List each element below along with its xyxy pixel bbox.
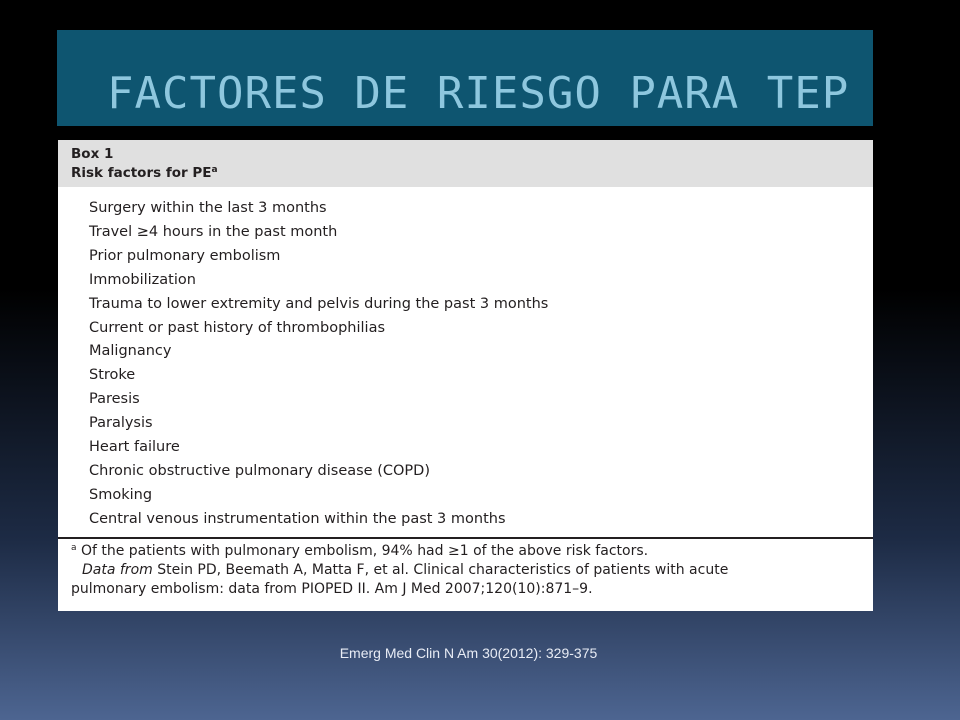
list-item: Surgery within the last 3 months: [89, 200, 327, 216]
title-bar: [57, 30, 873, 126]
footnote-source: [71, 561, 873, 580]
box-heading: Risk factors for $PE^a$: [71, 165, 218, 181]
box-label: Box 1: [71, 146, 114, 162]
list-item: Travel ≥4 hours in the past month: [89, 223, 338, 240]
list-item: Trauma to lower extremity and pelvis during the past 3 months: [89, 295, 549, 312]
list-item: Malignancy: [89, 343, 172, 360]
list-item: Paralysis: [89, 415, 153, 432]
box-header: [58, 140, 873, 187]
list-item: Central venous instrumentation within the past 3 months: [89, 510, 506, 527]
source-text: Stein PD, Beemath A, Matta F, et al. Clinical characteristics of patients with acute: [157, 562, 729, 578]
list-item: Current or past history of thrombophilias: [89, 319, 386, 336]
list-item: Smoking: [89, 486, 153, 503]
box-footnote: [58, 537, 873, 599]
risk-factor-list: [58, 187, 873, 532]
footnote-marker: a: [71, 543, 77, 553]
list-item: Paresis: [89, 391, 140, 408]
footnote-source-cont: pulmonary embolism: data from PIOPED II. Am J Med 2007;120(10):871–9.: [71, 581, 593, 597]
footnote-text: Of the patients with pulmonary embolism, 94% had ≥1 of the above risk factors.: [80, 543, 649, 559]
data-from-label: Data from: [82, 562, 153, 578]
slide-citation: Emerg Med Clin N Am 30(2012): 329-375: [339, 645, 598, 661]
heading-superscript: a: [211, 165, 218, 175]
risk-factors-box: [58, 140, 873, 611]
list-item: Immobilization: [89, 271, 196, 288]
slide-title: FACTORES DE RIESGO PARA TEP: [107, 68, 850, 119]
footnote-line: [71, 542, 873, 561]
list-item: Stroke: [89, 367, 136, 384]
list-item: Prior pulmonary embolism: [89, 247, 281, 264]
list-item: Heart failure: [89, 439, 180, 456]
list-item: Chronic obstructive pulmonary disease (COPD): [89, 462, 430, 479]
